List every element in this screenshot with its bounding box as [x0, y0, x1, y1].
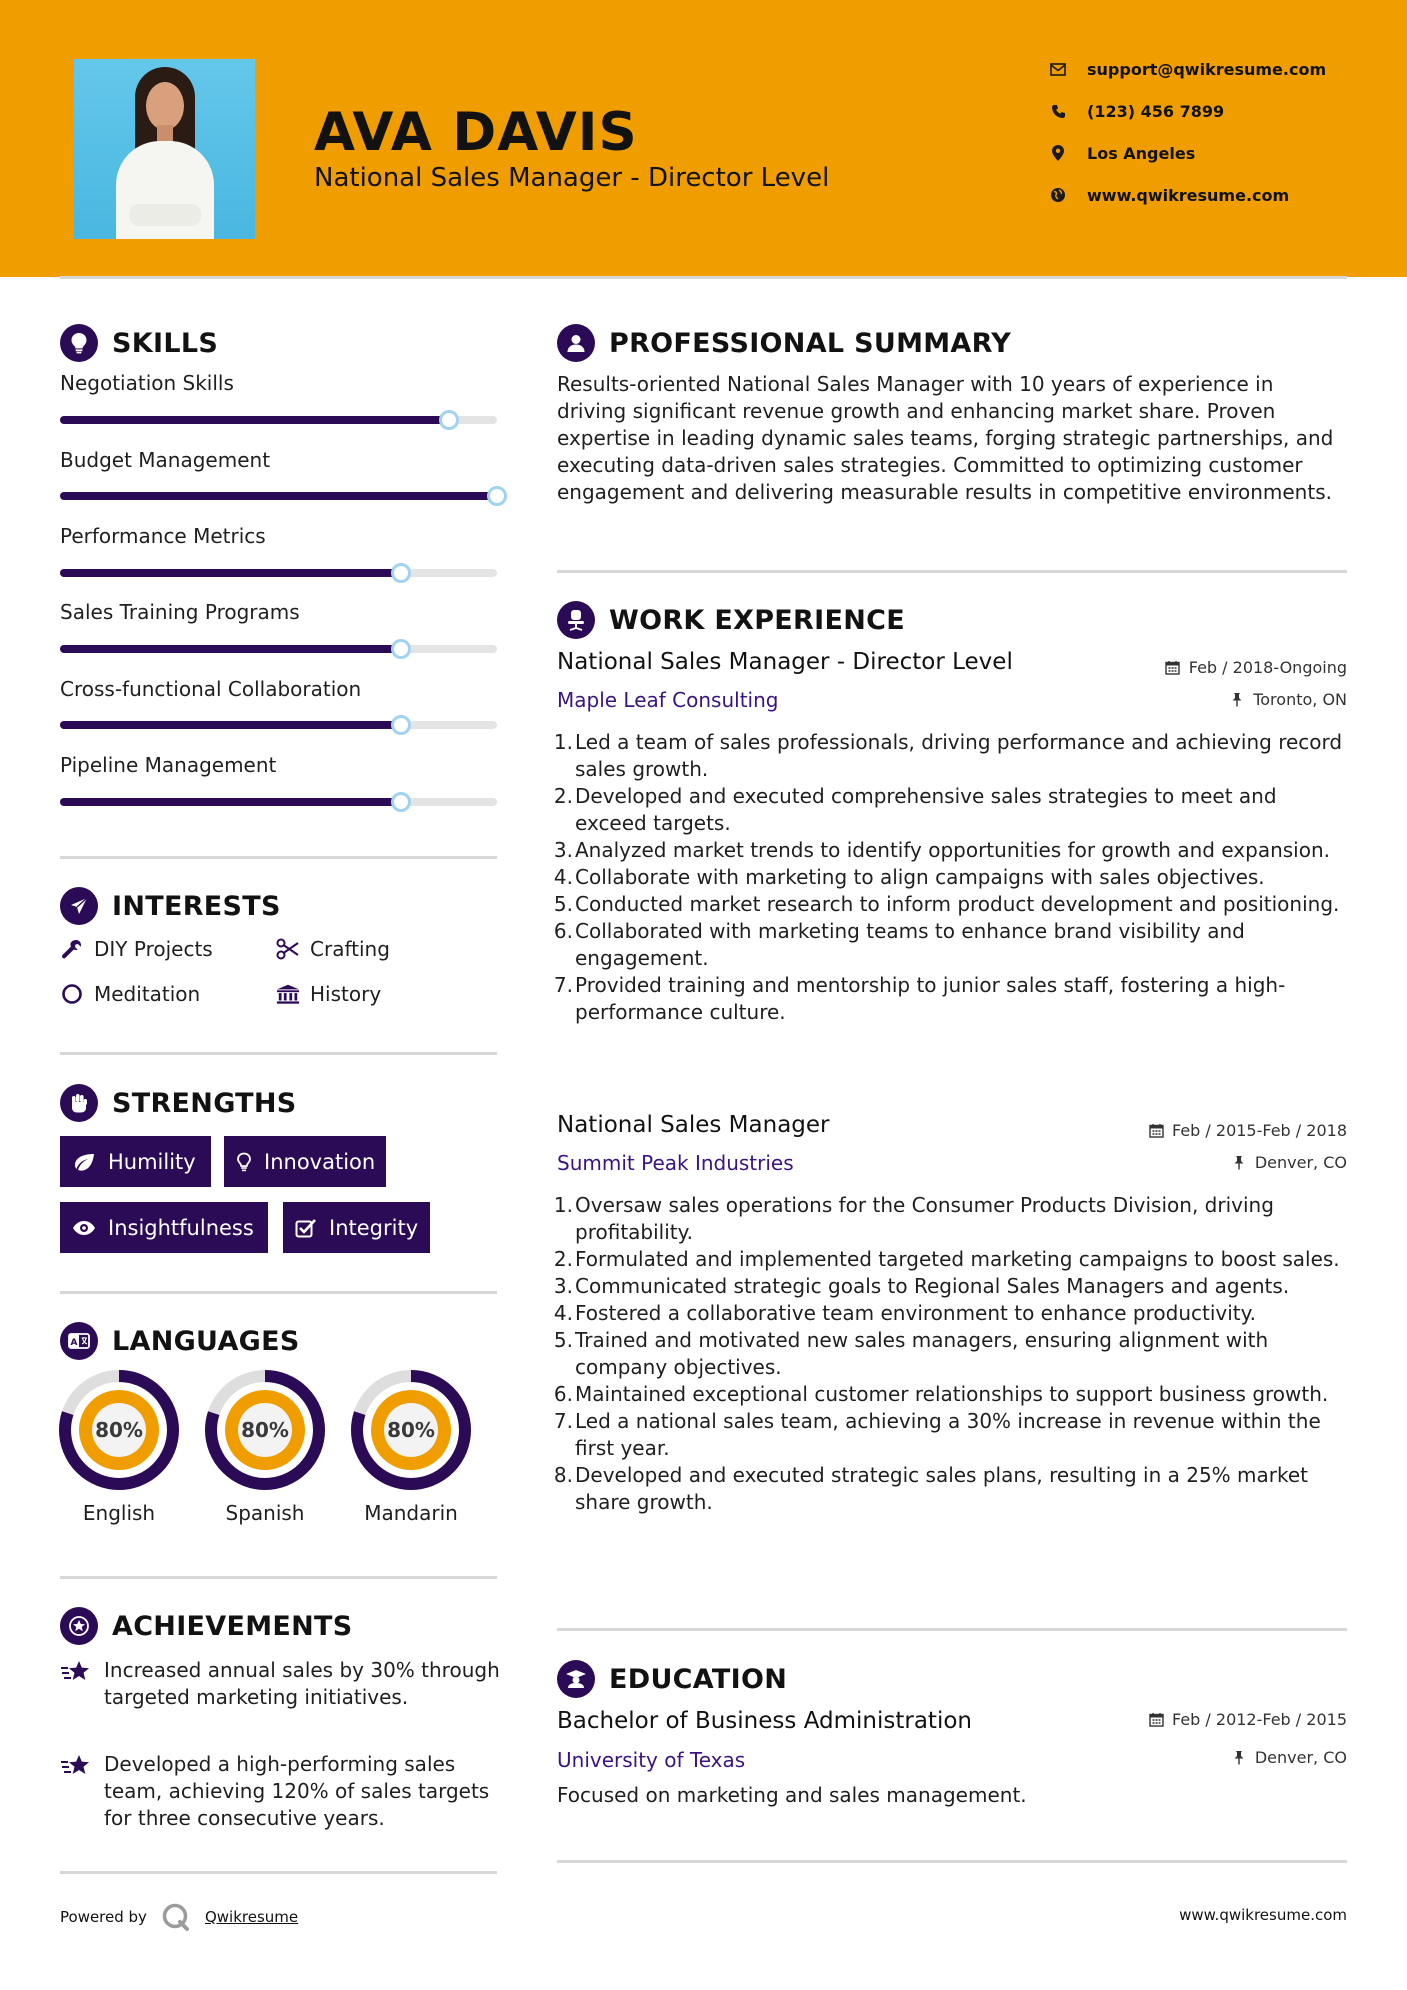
- job-bullets: [553, 1192, 1347, 1516]
- list-item: 2. Formulated and implemented targeted marketing campaigns to boost sales.: [553, 1247, 1340, 1271]
- achievements-heading: ACHIEVEMENTS: [60, 1607, 353, 1645]
- list-item: 6. Collaborated with marketing teams to enhance brand visibility and engagement.: [553, 919, 1245, 970]
- list-item: 4. Collaborate with marketing to align campaigns with sales objectives.: [553, 865, 1265, 889]
- fist-icon: [60, 1084, 98, 1122]
- achievement-item: Increased annual sales by 30% through targeted marketing initiatives.: [60, 1657, 500, 1711]
- calendar-icon: [1165, 660, 1181, 676]
- circle-icon: [60, 982, 84, 1006]
- section-divider: [60, 1576, 497, 1579]
- envelope-icon: [1049, 60, 1067, 78]
- lightbulb-icon: [236, 1150, 252, 1174]
- footer-website[interactable]: www.qwikresume.com: [1179, 1906, 1347, 1924]
- experience-heading: WORK EXPERIENCE: [557, 601, 905, 639]
- skill-bar: [60, 569, 497, 577]
- list-item: 3. Analyzed market trends to identify opportunities for growth and expansion.: [553, 838, 1330, 862]
- language-name: Spanish: [225, 1501, 305, 1525]
- job-company[interactable]: Summit Peak Industries: [557, 1151, 794, 1175]
- museum-icon: [276, 982, 300, 1006]
- list-item: 8. Developed and executed strategic sales plans, resulting in a 25% market share growth.: [553, 1463, 1309, 1514]
- school-name[interactable]: University of Texas: [557, 1748, 746, 1772]
- paper-plane-icon: [60, 887, 98, 925]
- header-divider: [60, 276, 1347, 279]
- skill-bar: [60, 798, 497, 806]
- interests-heading: INTERESTS: [60, 887, 281, 925]
- svg-text:A: A: [70, 1338, 78, 1348]
- job-location: Toronto, ON: [1229, 690, 1347, 709]
- language-ring: [204, 1369, 326, 1491]
- interest-item: Meditation: [60, 982, 200, 1006]
- wrench-icon: [60, 937, 84, 961]
- job-title: National Sales Manager - Director Level: [557, 649, 1013, 675]
- footer-powered-by: Powered by Qwikresume: [60, 1902, 298, 1932]
- skill-level-knob: [487, 486, 507, 506]
- contact-phone[interactable]: (123) 456 7899: [1049, 99, 1369, 123]
- section-divider: [60, 1871, 497, 1874]
- skill-bar: [60, 492, 497, 500]
- section-divider: [60, 1052, 497, 1055]
- calendar-icon: [1148, 1123, 1164, 1139]
- pushpin-icon: [1231, 1750, 1247, 1766]
- contact-email[interactable]: support@qwikresume.com: [1049, 57, 1369, 81]
- language-item: [204, 1369, 326, 1525]
- language-item: [350, 1369, 472, 1525]
- strength-tag: Insightfulness: [60, 1202, 268, 1253]
- profile-photo: [74, 59, 255, 239]
- interest-item: DIY Projects: [60, 937, 213, 961]
- list-item: 5. Conducted market research to inform product development and positioning.: [553, 892, 1340, 916]
- strength-tag: Innovation: [224, 1136, 386, 1187]
- language-ring: [58, 1369, 180, 1491]
- language-name: English: [82, 1501, 156, 1525]
- strength-tag: Humility: [60, 1136, 211, 1187]
- list-item: 7. Led a national sales team, achieving a 30% increase in revenue within the first year.: [553, 1409, 1321, 1460]
- list-item: 4. Fostered a collaborative team environment to enhance productivity.: [553, 1301, 1256, 1325]
- interest-item: Crafting: [276, 937, 390, 961]
- skill-name: Performance Metrics: [60, 524, 266, 548]
- pushpin-icon: [1231, 1155, 1247, 1171]
- pushpin-icon: [1229, 692, 1245, 708]
- job-company[interactable]: Maple Leaf Consulting: [557, 688, 779, 712]
- skill-name: Sales Training Programs: [60, 600, 300, 624]
- language-name: Mandarin: [364, 1501, 458, 1525]
- list-item: 6. Maintained exceptional customer relationships to support business growth.: [553, 1382, 1329, 1406]
- languages-heading: A LANGUAGES: [60, 1322, 300, 1360]
- globe-icon: [1049, 186, 1067, 204]
- star-icon: [60, 1659, 92, 1687]
- summary-heading: PROFESSIONAL SUMMARY: [557, 324, 1011, 362]
- skill-bar: [60, 645, 497, 653]
- contact-location: Los Angeles: [1049, 141, 1369, 165]
- section-divider: [557, 1860, 1347, 1863]
- skill-bar: [60, 721, 497, 729]
- interest-item: History: [276, 982, 381, 1006]
- star-badge-icon: [60, 1607, 98, 1645]
- list-item: 7. Provided training and mentorship to junior sales staff, fostering a high-performance culture.: [553, 973, 1286, 1024]
- graduate-icon: [557, 1660, 595, 1698]
- strength-tag: Integrity: [283, 1202, 430, 1253]
- candidate-title: National Sales Manager - Director Level: [314, 163, 830, 193]
- job-title: National Sales Manager: [557, 1112, 830, 1138]
- language-percent: 80%: [95, 1418, 143, 1442]
- star-icon: [60, 1753, 92, 1781]
- candidate-name: AVA DAVIS: [314, 102, 638, 163]
- calendar-icon: [1148, 1712, 1164, 1728]
- skill-name: Negotiation Skills: [60, 371, 234, 395]
- office-chair-icon: [557, 601, 595, 639]
- job-bullets: [553, 729, 1347, 1026]
- job-dates: Feb / 2015-Feb / 2018: [1148, 1121, 1347, 1140]
- skill-level-knob: [391, 792, 411, 812]
- education-description: Focused on marketing and sales management.: [557, 1783, 1027, 1807]
- list-item: 3. Communicated strategic goals to Regional Sales Managers and agents.: [553, 1274, 1290, 1298]
- scissors-icon: [276, 937, 300, 961]
- lightbulb-icon: [60, 324, 98, 362]
- job-location: Denver, CO: [1231, 1153, 1347, 1172]
- resume-header: [0, 0, 1407, 277]
- qwikresume-logo-icon: [161, 1902, 191, 1932]
- education-location: Denver, CO: [1231, 1748, 1347, 1767]
- section-divider: [557, 1628, 1347, 1631]
- skills-heading: SKILLS: [60, 324, 218, 362]
- language-percent: 80%: [387, 1418, 435, 1442]
- skill-name: Budget Management: [60, 448, 271, 472]
- strengths-heading: STRENGTHS: [60, 1084, 297, 1122]
- skill-level-knob: [391, 639, 411, 659]
- language-item: [58, 1369, 180, 1525]
- language-icon: [60, 1322, 98, 1360]
- degree-title: Bachelor of Business Administration: [557, 1708, 972, 1734]
- skill-level-knob: [391, 715, 411, 735]
- user-icon: [557, 324, 595, 362]
- language-percent: 80%: [241, 1418, 289, 1442]
- skill-name: Cross-functional Collaboration: [60, 677, 362, 701]
- list-item: 2. Developed and executed comprehensive sales strategies to meet and exceed targets.: [553, 784, 1277, 835]
- language-ring: [350, 1369, 472, 1491]
- contact-website[interactable]: www.qwikresume.com: [1049, 183, 1369, 207]
- education-heading: EDUCATION: [557, 1660, 787, 1698]
- list-item: 1. Oversaw sales operations for the Consumer Products Division, driving profitability.: [553, 1193, 1274, 1244]
- phone-icon: [1049, 102, 1067, 120]
- leaf-icon: [72, 1150, 96, 1174]
- job-dates: Feb / 2018-Ongoing: [1165, 658, 1347, 677]
- section-divider: [557, 570, 1347, 573]
- qwikresume-link[interactable]: Qwikresume: [204, 1908, 299, 1926]
- section-divider: [60, 856, 497, 859]
- map-pin-icon: [1049, 144, 1067, 162]
- education-dates: Feb / 2012-Feb / 2015: [1148, 1710, 1347, 1729]
- skill-name: Pipeline Management: [60, 753, 277, 777]
- eye-icon: [72, 1216, 96, 1240]
- check-square-icon: [295, 1216, 317, 1240]
- achievement-item: Developed a high-performing sales team, achieving 120% of sales targets for three consecutive years.: [60, 1751, 500, 1832]
- section-divider: [60, 1291, 497, 1294]
- summary-text: Results-oriented National Sales Manager with 10 years of experience in driving significant revenue growth and enhancing market share. Proven expertise in leading dynamic sales teams, forging strategic partnerships, and executing data-driven sales strategies. Committed to optimizing customer engagement and delivering measurable results in competitive environments.: [557, 372, 1334, 504]
- skill-bar: [60, 416, 497, 424]
- skill-level-knob: [439, 410, 459, 430]
- skill-level-knob: [391, 563, 411, 583]
- list-item: 1. Led a team of sales professionals, driving performance and achieving record sales growth.: [553, 730, 1343, 781]
- list-item: 5. Trained and motivated new sales managers, ensuring alignment with company objectives.: [553, 1328, 1269, 1379]
